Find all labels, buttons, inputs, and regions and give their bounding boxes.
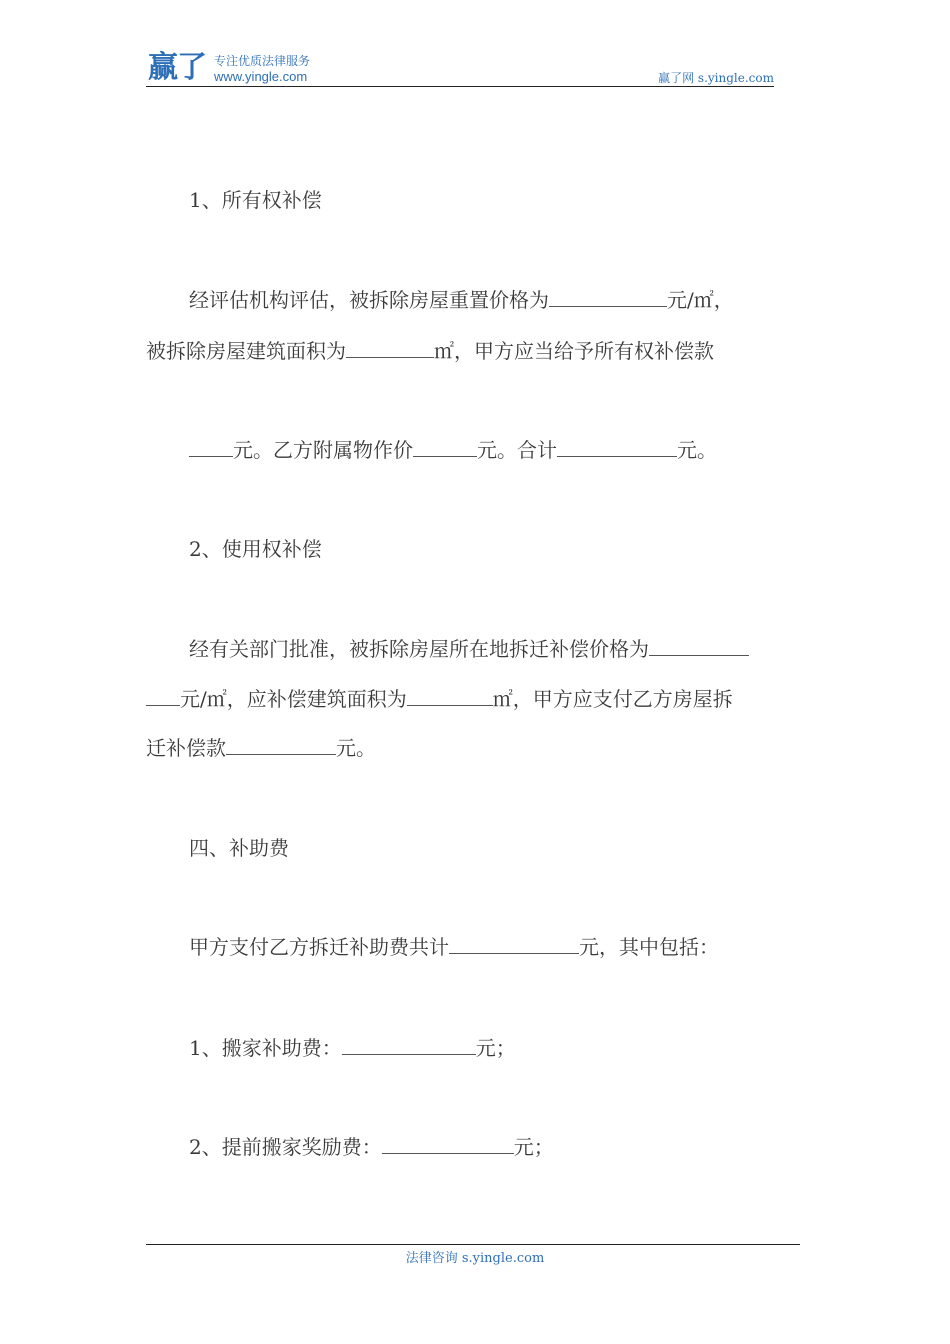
logo-url: www.yingle.com [214,69,308,84]
footer-divider [146,1244,800,1245]
text-segment: 2、提前搬家奖励费： [189,1135,382,1159]
text-segment: 被拆除房屋建筑面积为 [146,339,346,363]
logo-mark: 赢了 [148,50,206,85]
paragraph-line [189,1133,554,1161]
text-segment: 元/㎡，应补偿建筑面积为 [180,687,407,711]
paragraph-line [189,933,719,961]
text-segment: 迁补偿款 [146,736,226,760]
fill-in-blank [146,685,180,706]
text-segment: 经评估机构评估，被拆除房屋重置价格为 [189,288,549,312]
paragraph-line [189,286,734,314]
paragraph-line [189,635,749,663]
paragraph-line [189,1034,516,1062]
header-divider [146,86,774,87]
text-segment: ㎡，甲方应当给予所有权补偿款 [434,339,714,363]
section-heading-subsidy: 四、补助费 [189,836,289,860]
fill-in-blank [557,436,677,457]
site-logo[interactable] [148,50,348,88]
header-site-link[interactable]: 赢了网 s.yingle.com [658,71,774,85]
fill-in-blank [449,933,579,954]
text-segment: 元。 [677,438,717,462]
fill-in-blank [226,734,336,755]
fill-in-blank [413,436,477,457]
paragraph-line [146,685,733,713]
fill-in-blank [189,436,233,457]
text-segment: 元； [475,1036,516,1060]
text-segment: 元。合计 [477,438,557,462]
fill-in-blank [407,685,493,706]
text-segment: 元/㎡， [667,288,734,312]
paragraph-line [146,734,376,762]
paragraph-line [189,436,717,464]
logo-tagline: 专注优质法律服务 [214,54,311,68]
text-segment: 元； [513,1135,554,1159]
section-heading-use-right-compensation: 2、使用权补偿 [189,537,322,561]
text-segment: 甲方支付乙方拆迁补助费共计 [189,935,449,959]
text-segment: 元。乙方附属物作价 [233,438,413,462]
text-segment: 元，其中包括： [579,935,719,959]
paragraph-line [146,337,714,365]
text-segment: ㎡，甲方应支付乙方房屋拆 [492,687,733,711]
fill-in-blank [346,337,434,358]
fill-in-blank [549,286,667,307]
text-segment: 1、搬家补助费： [189,1036,342,1060]
fill-in-blank [342,1034,476,1055]
footer-link[interactable]: 法律咨询 s.yingle.com [405,1251,545,1266]
fill-in-blank [382,1133,514,1154]
section-heading-ownership-compensation: 1、所有权补偿 [189,188,322,212]
text-segment: 经有关部门批准，被拆除房屋所在地拆迁补偿价格为 [189,637,649,661]
fill-in-blank [649,635,749,656]
text-segment: 元。 [336,736,376,760]
